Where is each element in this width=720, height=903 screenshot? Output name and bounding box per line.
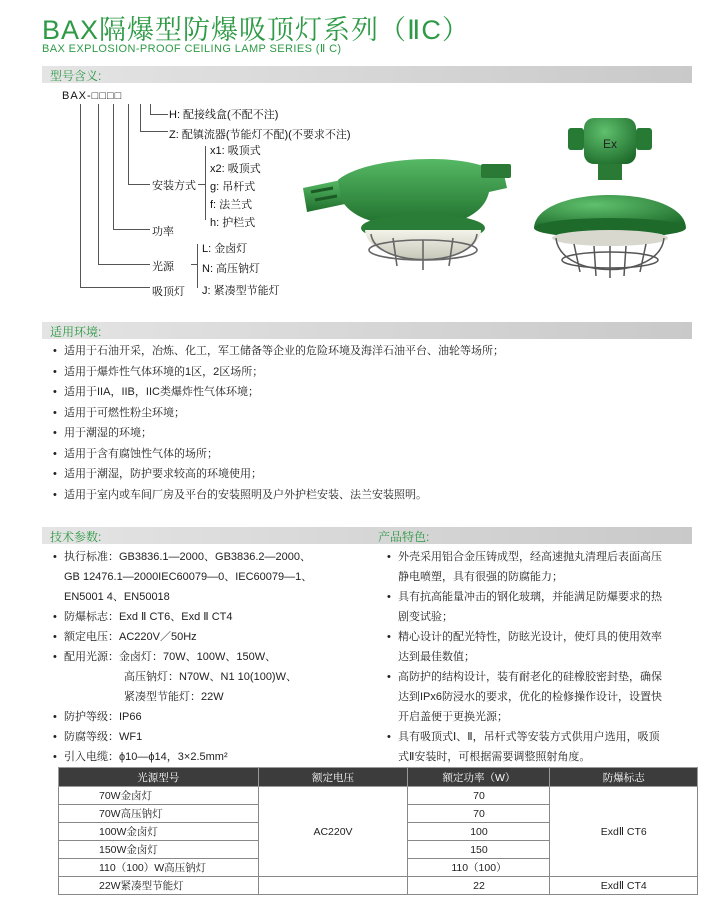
col-header-voltage: 额定电压 xyxy=(258,768,408,787)
feature-item: • 外壳采用铝合金压铸成型，经高速抛丸清理后表面高压 静电喷塑，具有很强的防腐能力； xyxy=(386,547,696,587)
tech-item-voltage: • 额定电压：AC220V／50Hz xyxy=(52,627,382,647)
model-z: Z: 配镇流器(节能灯不配)(不要求不注) xyxy=(169,129,351,141)
mount-opt-4: f: 法兰式 xyxy=(210,199,253,211)
list-item: • 适用于爆炸性气体环境的1区，2区场所； xyxy=(52,362,504,383)
mark-cell-ct6: ExdⅡ CT6 xyxy=(550,787,698,877)
table-row: 100W金卤灯 100 xyxy=(59,823,698,841)
power-label: 功率 xyxy=(152,226,174,238)
lamp-label: 吸顶灯 xyxy=(152,286,185,298)
tech-item-exmark: • 防爆标志：Exd Ⅱ CT6、Exd Ⅱ CT4 xyxy=(52,607,382,627)
list-item: • 适用于潮湿，防护要求较高的环境使用； xyxy=(52,464,504,485)
model-code-diagram xyxy=(62,90,351,305)
mount-opt-3: g: 吊杆式 xyxy=(210,181,256,193)
tech-item-source: • 配用光源：金卤灯：70W、100W、150W、 高压钠灯：N70W、N1 10(100)W、 紧凑型节能灯：22W xyxy=(52,647,382,707)
feature-item: • 具有吸顶式Ⅰ、Ⅱ，吊杆式等安装方式供用户选用，吸顶 式Ⅱ安装时，可根据需要调整照射角度。 xyxy=(386,727,696,767)
table-row: 22W紧凑型节能灯 22 ExdⅡ CT4 xyxy=(59,877,698,895)
col-header-power: 额定功率（W） xyxy=(408,768,550,787)
section-model-bar xyxy=(42,66,692,83)
section-model-title: 型号含义: xyxy=(50,69,102,83)
section-tech-title: 技术参数: xyxy=(50,530,102,544)
spec-table xyxy=(58,767,698,895)
table-row: 70W金卤灯 AC220V 70 ExdⅡ CT6 xyxy=(59,787,698,805)
lamp-image-front xyxy=(528,110,693,290)
tech-params xyxy=(52,547,382,767)
feature-item: • 精心设计的配光特性，防眩光设计，使灯具的使用效率 达到最佳数值； xyxy=(386,627,696,667)
list-item: • 适用于室内或车间厂房及平台的安装照明及户外护栏安装、法兰安装照明。 xyxy=(52,485,504,506)
col-header-model: 光源型号 xyxy=(59,768,259,787)
environment-list xyxy=(52,341,504,505)
source-label: 光源 xyxy=(152,261,174,273)
mount-opt-5: h: 护栏式 xyxy=(210,217,256,229)
section-features-title: 产品特色: xyxy=(378,530,430,544)
table-row: 150W金卤灯 150 xyxy=(59,841,698,859)
source-opt-1: L: 金卤灯 xyxy=(202,243,248,255)
tech-item-ip: • 防护等级：IP66 xyxy=(52,707,382,727)
page-title: BAX隔爆型防爆吸顶灯系列（ⅡC） xyxy=(42,15,470,45)
section-env-bar xyxy=(42,322,692,339)
voltage-cell: AC220V xyxy=(258,787,408,877)
feature-item: • 高防护的结构设计，装有耐老化的硅橡胶密封垫，确保 达到IPx6防浸水的要求，优化的检修操作设计，设置快 开启盖便于更换光源； xyxy=(386,667,696,727)
section-tech-bar xyxy=(42,527,692,544)
tech-item-standard: • 执行标准：GB3836.1—2000、GB3836.2—2000、 GB 12476.1—2000IEC60079—0、IEC60079—1、 EN5001 4、EN50018 xyxy=(52,547,382,607)
table-row: 70W高压钠灯 70 xyxy=(59,805,698,823)
model-prefix: BAX-□□□□ xyxy=(62,90,123,102)
list-item: • 适用于石油开采，冶炼、化工，军工储备等企业的危险环境及海洋石油平台、油轮等场所； xyxy=(52,341,504,362)
feature-list xyxy=(386,547,696,767)
section-env-title: 适用环境: xyxy=(50,325,102,339)
mount-opt-2: x2: 吸顶式 xyxy=(210,163,261,175)
ex-badge: Ex xyxy=(602,137,618,151)
mount-label: 安装方式 xyxy=(152,180,196,192)
tech-item-wf: • 防腐等级：WF1 xyxy=(52,727,382,747)
tech-item-cable: • 引入电缆：ϕ10—ϕ14，3×2.5mm² xyxy=(52,747,382,767)
col-header-mark: 防爆标志 xyxy=(550,768,698,787)
mark-cell-ct4: ExdⅡ CT4 xyxy=(550,877,698,895)
mount-opt-1: x1: 吸顶式 xyxy=(210,145,261,157)
list-item: • 用于潮湿的环境； xyxy=(52,423,504,444)
voltage-cell-empty xyxy=(258,877,408,895)
list-item: • 适用于含有腐蚀性气体的场所； xyxy=(52,444,504,465)
source-opt-3: J: 紧凑型节能灯 xyxy=(202,285,280,297)
list-item: • 适用于IIA，IIB，IIC类爆炸性气体环境； xyxy=(52,382,504,403)
table-row: 110（100）W高压钠灯 110（100） xyxy=(59,859,698,877)
source-opt-2: N: 高压钠灯 xyxy=(202,263,261,275)
page-subtitle: BAX EXPLOSION-PROOF CEILING LAMP SERIES (Ⅱ C) xyxy=(42,43,342,55)
feature-item: • 具有抗高能量冲击的钢化玻璃，并能满足防爆要求的热 剧变试验； xyxy=(386,587,696,627)
table-header-row xyxy=(59,768,698,787)
list-item: • 适用于可燃性粉尘环境； xyxy=(52,403,504,424)
lamp-image-side xyxy=(293,150,525,290)
model-h: H: 配接线盒(不配不注) xyxy=(169,109,279,121)
